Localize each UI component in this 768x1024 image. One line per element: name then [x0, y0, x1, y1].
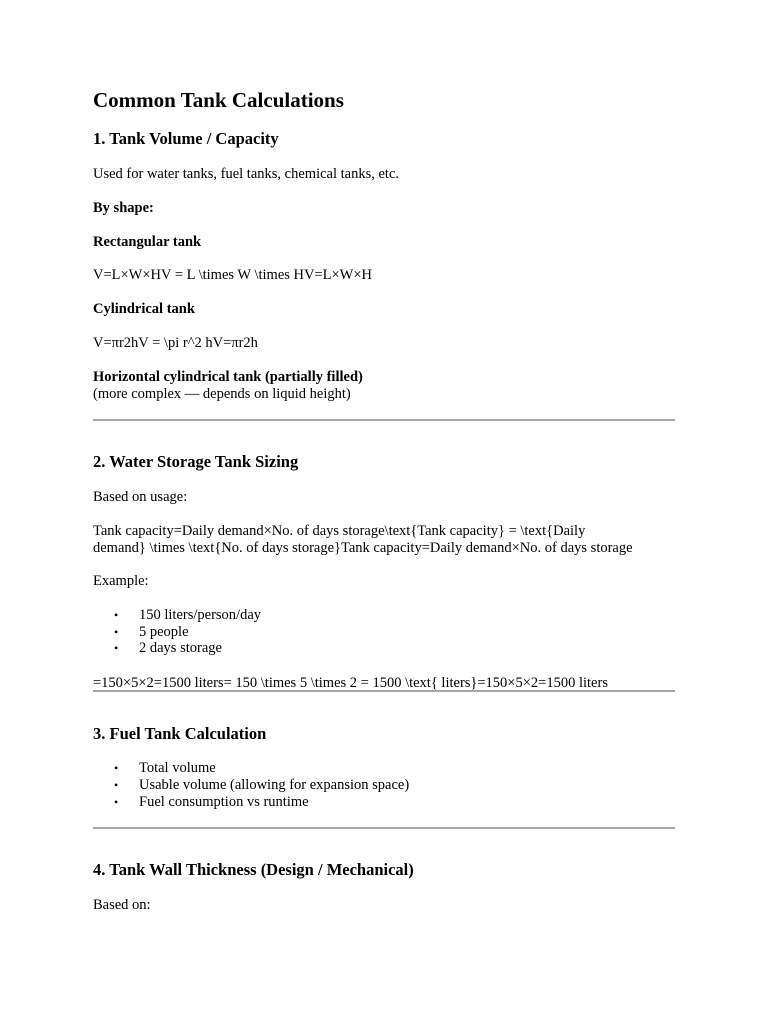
- list-item: Fuel consumption vs runtime: [139, 794, 309, 810]
- cylindrical-tank-formula: V=πr2hV = \pi r^2 hV=πr2h: [93, 335, 258, 351]
- list-item: Total volume: [139, 760, 216, 776]
- section-4-heading: 4. Tank Wall Thickness (Design / Mechanical): [93, 860, 414, 879]
- bullet-marker: •: [114, 795, 119, 809]
- page-title: Common Tank Calculations: [93, 88, 344, 112]
- bullet-marker: •: [114, 778, 119, 792]
- list-item: Usable volume (allowing for expansion space): [139, 777, 410, 793]
- rectangular-tank-label: Rectangular tank: [93, 234, 202, 250]
- section-1-intro: Used for water tanks, fuel tanks, chemical tanks, etc.: [93, 166, 400, 182]
- section-1-heading: 1. Tank Volume / Capacity: [93, 129, 279, 148]
- horizontal-tank-label: Horizontal cylindrical tank (partially filled): [93, 369, 363, 385]
- list-item: 5 people: [139, 624, 189, 640]
- section-4-based-on: Based on:: [93, 897, 151, 913]
- example-label: Example:: [93, 573, 149, 589]
- rectangular-tank-formula: V=L×W×HV = L \times W \times HV=L×W×H: [93, 267, 373, 283]
- bullet-marker: •: [114, 641, 119, 655]
- tank-capacity-formula-line-1: Tank capacity=Daily demand×No. of days storage\text{Tank capacity} = \text{Daily: [93, 523, 586, 539]
- tank-capacity-formula-line-2: demand} \times \text{No. of days storage}Tank capacity=Daily demand×No. of days storage: [93, 540, 633, 556]
- bullet-marker: •: [114, 608, 119, 622]
- bullet-marker: •: [114, 625, 119, 639]
- section-2-based-on: Based on usage:: [93, 489, 188, 505]
- list-item: 150 liters/person/day: [139, 607, 262, 623]
- list-item: 2 days storage: [139, 640, 222, 656]
- section-divider: [93, 827, 675, 829]
- horizontal-tank-note: (more complex — depends on liquid height): [93, 386, 351, 402]
- section-3-heading: 3. Fuel Tank Calculation: [93, 724, 267, 743]
- by-shape-label: By shape:: [93, 200, 154, 216]
- cylindrical-tank-label: Cylindrical tank: [93, 301, 195, 317]
- section-divider: [93, 690, 675, 692]
- section-2-heading: 2. Water Storage Tank Sizing: [93, 452, 299, 471]
- bullet-marker: •: [114, 761, 119, 775]
- section-divider: [93, 419, 675, 421]
- example-result: =150×5×2=1500 liters= 150 \times 5 \times 2 = 1500 \text{ liters}=150×5×2=1500 liters: [93, 675, 608, 691]
